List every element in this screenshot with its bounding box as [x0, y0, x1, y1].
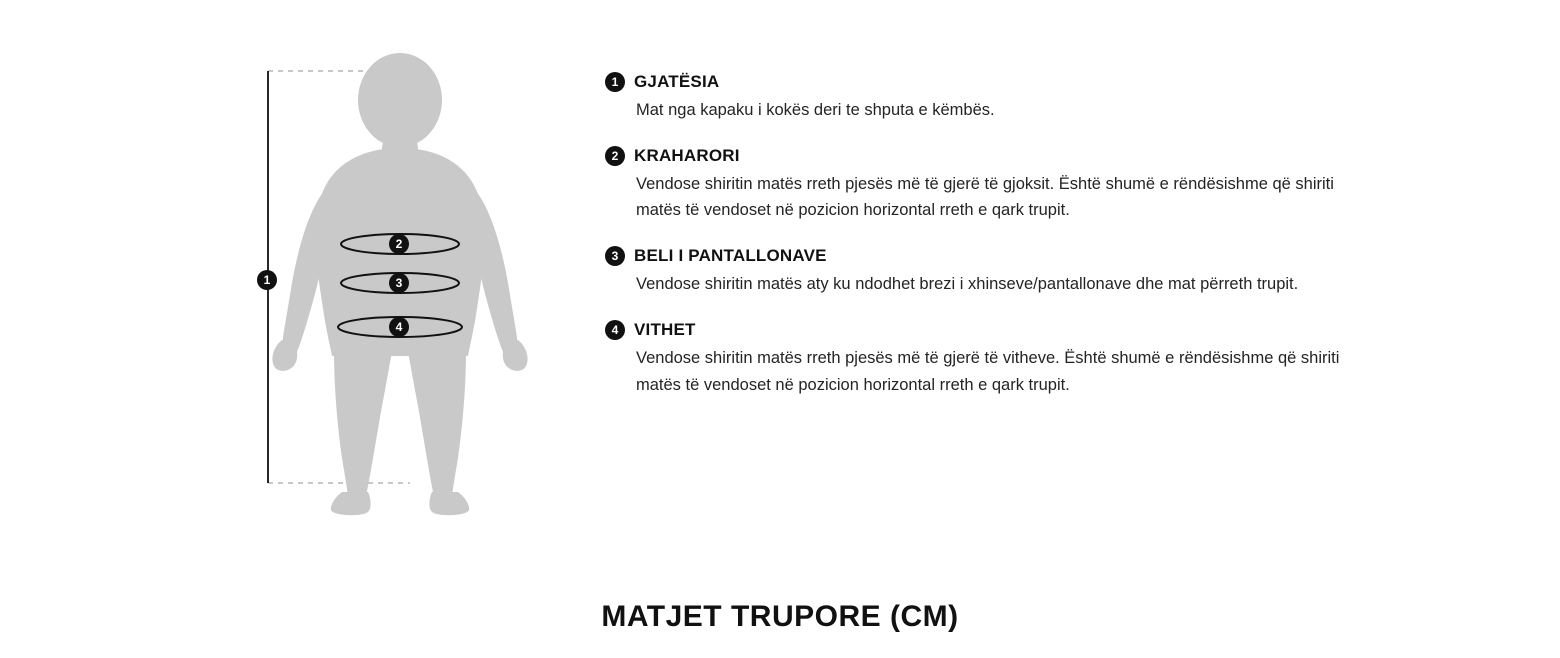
measurement-item-1: [605, 72, 1365, 124]
measurement-title-2: KRAHARORI: [634, 145, 740, 165]
measurement-title-3: BELI I PANTALLONAVE: [634, 246, 827, 266]
measurement-title-1: GJATËSIA: [634, 72, 720, 91]
measurement-item-2-head: [605, 146, 1365, 166]
measurement-item-3: [605, 246, 1365, 298]
measurement-number-2: 2: [605, 146, 625, 166]
measurement-description-3: Vendose shiritin matës aty ku ndodhet brezi i xhinseve/pantallonave dhe mat përreth trupit.: [636, 275, 1299, 294]
figure-marker-4: 4: [389, 317, 409, 337]
measurement-item-4: [605, 320, 1365, 398]
measurement-item-4-head: [605, 320, 1365, 340]
figure-marker-2: 2: [389, 234, 409, 254]
measurement-item-1-head: [605, 72, 1365, 92]
measurement-number-1: 1: [605, 72, 625, 92]
measurement-item-2: [605, 146, 1365, 224]
body-measurement-figure: [230, 40, 550, 520]
measurement-description-2: Vendose shiritin matës rreth pjesës më të gjerë të gjoksit. Është shumë e rëndësishme që shiriti matës të vendoset në pozicion horizontal rreth e qark trupit.: [636, 174, 1334, 220]
measurement-title-4: VITHET: [634, 319, 696, 339]
measurement-description-4: Vendose shiritin matës rreth pjesës më të gjerë të vitheve. Është shumë e rëndësishme që shiriti matës të vendoset në pozicion horizontal rreth e qark trupit.: [636, 348, 1340, 394]
measurement-number-4: 4: [605, 320, 625, 340]
measurement-description-1: Mat nga kapaku i kokës deri te shputa e këmbës.: [636, 101, 995, 119]
measurement-item-3-head: [605, 246, 1365, 266]
figure-marker-3: 3: [389, 273, 409, 293]
body-measurements-heading: MATJET TRUPORE (CM): [601, 600, 959, 633]
figure-marker-1: 1: [257, 270, 277, 290]
measurement-instructions-list: [605, 72, 1365, 398]
measurement-number-3: 3: [605, 246, 625, 266]
